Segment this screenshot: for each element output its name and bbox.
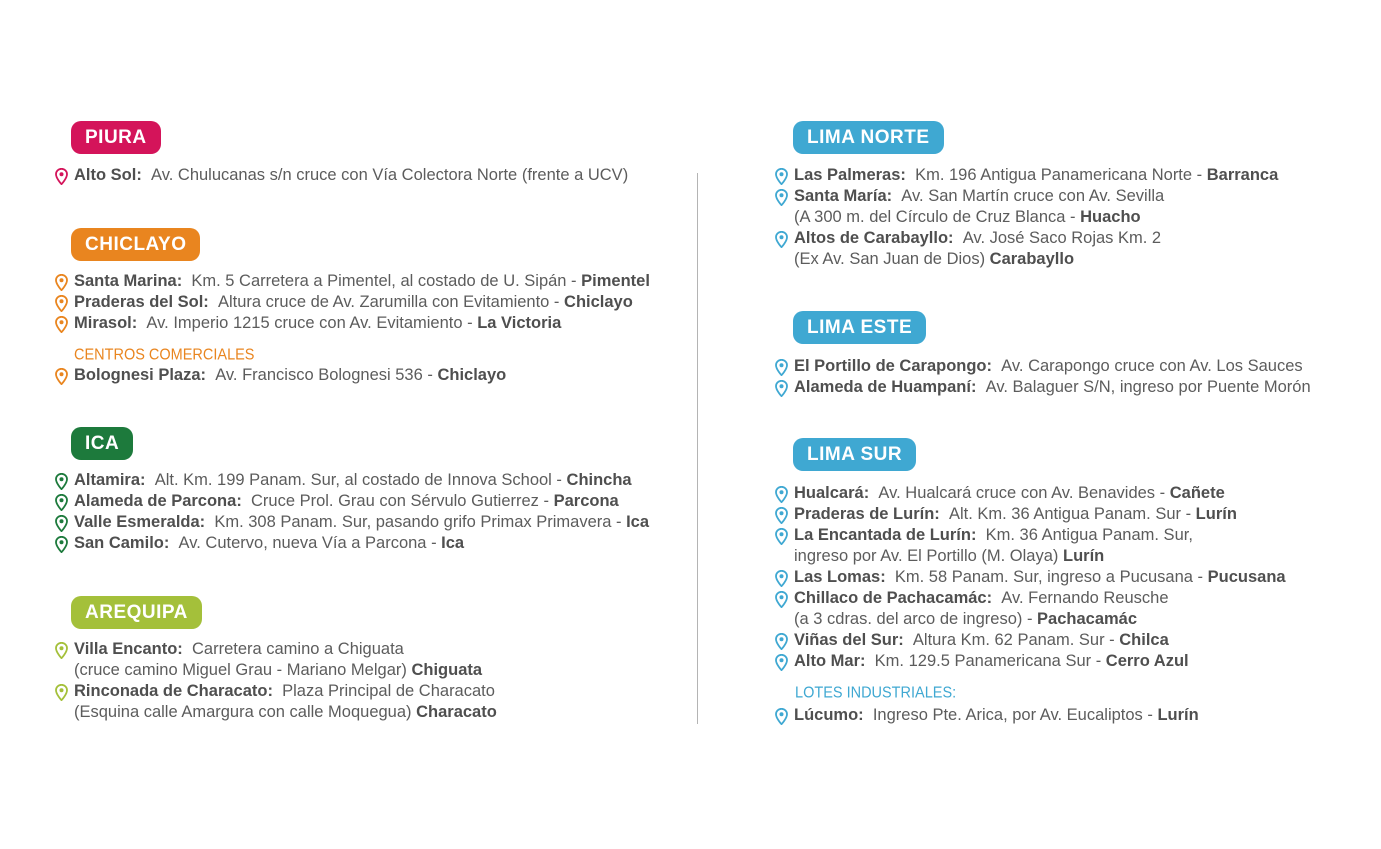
location-address: Ingreso Pte. Arica, por Av. Eucaliptos - (863, 706, 1153, 724)
location-address: Av. José Saco Rojas Km. 2 (953, 229, 1162, 247)
location-address-cont: (Ex Av. San Juan de Dios) (794, 250, 986, 268)
location-pin-icon (775, 570, 788, 587)
entry-line (74, 660, 482, 681)
location-city: Ica (621, 513, 650, 531)
location-city: Pucusana (1203, 568, 1286, 586)
entry-line (794, 483, 1225, 504)
location-address: Km. 308 Panam. Sur, pasando grifo Primax Primavera - (205, 513, 622, 531)
location-address: Av. San Martín cruce con Av. Sevilla (892, 187, 1165, 205)
location-pin-icon (775, 633, 788, 650)
entry-line (74, 533, 464, 554)
entry-line (74, 512, 649, 533)
entry-line (74, 639, 404, 660)
location-name: La Encantada de Lurín: (794, 526, 977, 544)
entry-line (74, 365, 506, 386)
location-name: Altamira: (74, 471, 146, 489)
location-city: Chiclayo (432, 366, 507, 384)
location-address: Av. Balaguer S/N, ingreso por Puente Morón (976, 378, 1311, 396)
entry-line (74, 681, 495, 702)
entry-line (794, 630, 1169, 651)
entry-line (794, 705, 1199, 726)
entry-line (794, 588, 1169, 609)
location-pin-icon (55, 368, 68, 385)
location-pin-icon (775, 654, 788, 671)
location-pin-icon (55, 168, 68, 185)
location-city: Lurín (1058, 547, 1105, 565)
entry-line (794, 567, 1286, 588)
entry-line (74, 271, 650, 292)
location-city: Pimentel (576, 272, 650, 290)
location-name: Alameda de Huampaní: (794, 378, 977, 396)
region-badge-lima-sur: LIMA SUR (793, 438, 916, 471)
location-city: Lurín (1191, 505, 1237, 523)
location-pin-icon (55, 515, 68, 532)
column-divider (697, 173, 698, 724)
entry-line (794, 525, 1193, 546)
location-address: Km. 5 Carretera a Pimentel, al costado de U. Sipán - (182, 272, 577, 290)
location-city: Barranca (1202, 166, 1279, 184)
entry-line (794, 651, 1189, 672)
location-address: Altura cruce de Av. Zarumilla con Evitamiento - (208, 293, 560, 311)
entry-line (74, 491, 619, 512)
location-address: Alt. Km. 199 Panam. Sur, al costado de Innova School - (145, 471, 562, 489)
location-city: Carabayllo (985, 250, 1075, 268)
location-address: Km. 36 Antigua Panam. Sur, (976, 526, 1193, 544)
location-name: Alameda de Parcona: (74, 492, 242, 510)
location-pin-icon (775, 528, 788, 545)
location-pin-icon (55, 536, 68, 553)
location-address: Av. Francisco Bolognesi 536 - (206, 366, 433, 384)
location-name: Viñas del Sur: (794, 631, 904, 649)
location-address: Av. Imperio 1215 cruce con Av. Evitamiento - (137, 314, 473, 332)
entry-line (74, 313, 561, 334)
location-city: La Victoria (472, 314, 562, 332)
entry-line (74, 292, 633, 313)
location-pin-icon (775, 486, 788, 503)
entry-line (74, 165, 628, 186)
entry-line (794, 165, 1278, 186)
entry-line (794, 186, 1164, 207)
entry-line (794, 356, 1303, 377)
location-pin-icon (775, 507, 788, 524)
location-name: Las Lomas: (794, 568, 886, 586)
location-name: Las Palmeras: (794, 166, 906, 184)
entry-line (794, 504, 1237, 525)
location-city: Ica (436, 534, 465, 552)
region-badge-chiclayo: CHICLAYO (71, 228, 200, 261)
location-city: Chincha (561, 471, 632, 489)
location-name: El Portillo de Carapongo: (794, 357, 993, 375)
location-name: Santa María: (794, 187, 893, 205)
entry-line (794, 249, 1074, 270)
location-city: Pachacamác (1032, 610, 1138, 628)
location-name: Hualcará: (794, 484, 870, 502)
location-name: Bolognesi Plaza: (74, 366, 207, 384)
region-badge-lima-norte: LIMA NORTE (793, 121, 944, 154)
location-address: Av. Cutervo, nueva Vía a Parcona - (169, 534, 437, 552)
location-pin-icon (55, 473, 68, 490)
location-name: Villa Encanto: (74, 640, 183, 658)
location-city: Cañete (1165, 484, 1225, 502)
location-pin-icon (775, 189, 788, 206)
location-name: San Camilo: (74, 534, 170, 552)
entry-line (794, 609, 1137, 630)
sublabel-lotes-industriales: LOTES INDUSTRIALES: (795, 685, 957, 702)
location-address-cont: ingreso por Av. El Portillo (M. Olaya) (794, 547, 1059, 565)
region-badge-ica: ICA (71, 427, 133, 460)
entry-line (794, 207, 1141, 228)
location-address: Av. Carapongo cruce con Av. Los Sauces (992, 357, 1303, 375)
location-address-cont: (cruce camino Miguel Grau - Mariano Melgar) (74, 661, 407, 679)
location-address: Carretera camino a Chiguata (182, 640, 404, 658)
location-name: Praderas del Sol: (74, 293, 209, 311)
location-name: Praderas de Lurín: (794, 505, 940, 523)
location-name: Altos de Carabayllo: (794, 229, 954, 247)
location-address-cont: (a 3 cdras. del arco de ingreso) - (794, 610, 1033, 628)
location-name: Alto Sol: (74, 166, 142, 184)
location-address: Alt. Km. 36 Antigua Panam. Sur - (939, 505, 1192, 523)
location-pin-icon (55, 642, 68, 659)
location-pin-icon (55, 295, 68, 312)
location-city: Chilca (1114, 631, 1169, 649)
location-name: Mirasol: (74, 314, 138, 332)
sublabel-centros-comerciales: CENTROS COMERCIALES (74, 347, 255, 364)
location-address-cont: (Esquina calle Amargura con calle Moquegua) (74, 703, 412, 721)
location-city: Cerro Azul (1101, 652, 1189, 670)
location-address: Plaza Principal de Characato (272, 682, 495, 700)
location-address: Cruce Prol. Grau con Sérvulo Gutierrez - (241, 492, 550, 510)
location-pin-icon (55, 494, 68, 511)
location-address: Altura Km. 62 Panam. Sur - (903, 631, 1115, 649)
location-city: Huacho (1075, 208, 1141, 226)
location-pin-icon (775, 168, 788, 185)
entry-line (74, 470, 632, 491)
location-city: Chiclayo (559, 293, 633, 311)
location-address: Av. Fernando Reusche (992, 589, 1169, 607)
location-name: Santa Marina: (74, 272, 183, 290)
region-badge-arequipa: AREQUIPA (71, 596, 202, 629)
location-address: Av. Hualcará cruce con Av. Benavides - (869, 484, 1166, 502)
location-address: Km. 129.5 Panamericana Sur - (865, 652, 1102, 670)
location-pin-icon (55, 684, 68, 701)
location-pin-icon (55, 274, 68, 291)
location-name: Lúcumo: (794, 706, 864, 724)
location-pin-icon (775, 591, 788, 608)
location-pin-icon (775, 708, 788, 725)
entry-line (74, 702, 497, 723)
location-name: Rinconada de Characato: (74, 682, 273, 700)
location-address-cont: (A 300 m. del Círculo de Cruz Blanca - (794, 208, 1076, 226)
location-name: Alto Mar: (794, 652, 866, 670)
location-address: Km. 196 Antigua Panamericana Norte - (905, 166, 1203, 184)
location-city: Parcona (549, 492, 619, 510)
location-address: Av. Chulucanas s/n cruce con Vía Colectora Norte (frente a UCV) (141, 166, 629, 184)
location-city: Chiguata (406, 661, 483, 679)
location-pin-icon (775, 359, 788, 376)
location-pin-icon (775, 380, 788, 397)
location-pin-icon (55, 316, 68, 333)
location-address: Km. 58 Panam. Sur, ingreso a Pucusana - (885, 568, 1204, 586)
location-city: Lurín (1152, 706, 1199, 724)
region-badge-piura: PIURA (71, 121, 161, 154)
entry-line (794, 377, 1311, 398)
entry-line (794, 546, 1104, 567)
location-pin-icon (775, 231, 788, 248)
location-name: Valle Esmeralda: (74, 513, 206, 531)
location-name: Chillaco de Pachacamác: (794, 589, 993, 607)
entry-line (794, 228, 1161, 249)
region-badge-lima-este: LIMA ESTE (793, 311, 926, 344)
location-city: Characato (411, 703, 497, 721)
